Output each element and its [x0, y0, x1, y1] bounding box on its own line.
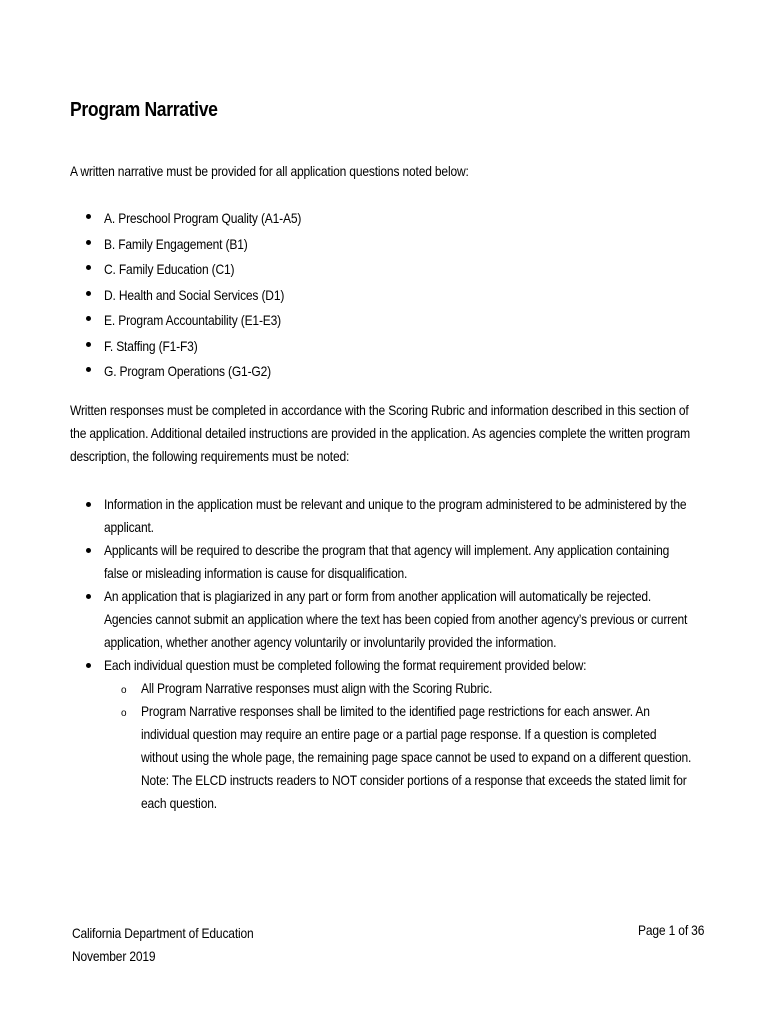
- bullet-icon: [86, 663, 91, 668]
- bullet-icon: [86, 342, 91, 347]
- footer-date: November 2019: [72, 948, 156, 964]
- bullet-icon: [86, 265, 91, 270]
- bullet-icon: [86, 240, 91, 245]
- section-list: [86, 207, 333, 386]
- bullet-icon: [86, 594, 91, 599]
- circle-bullet-icon: o: [121, 708, 127, 719]
- bullet-icon: [86, 502, 91, 507]
- list-item: o Program Narrative responses shall be limited to the identified page restrictions for each answer. An individual question may require an entire page or a partial page response. If a question is completed without using the whole page, the remaining page space cannot be used to expand on a different question. Note: The ELCD instructs readers to NOT consider portions of a response that exceeds the stated limit for each question.: [121, 703, 692, 811]
- list-item: B. Family Engagement (B1): [86, 233, 333, 259]
- bullet-icon: [86, 367, 91, 372]
- list-item: D. Health and Social Services (D1): [86, 284, 333, 310]
- list-item: An application that is plagiarized in any part or form from another application will automatically be rejected. Agencies cannot submit an application where the text has been copied from another agency’s previous or current application, whether another agency voluntarily or involuntarily provided the information.: [86, 585, 770, 654]
- intro-text: A written narrative must be provided for all application questions noted below:: [70, 163, 469, 179]
- paragraph-line: description, the following requirements must be noted:: [70, 448, 350, 464]
- page-number: Page 1 of 36: [638, 922, 705, 938]
- paragraph-line: the application. Additional detailed instructions are provided in the application. As agencies complete the written program: [70, 425, 691, 441]
- instructions-paragraph: [70, 399, 770, 468]
- list-item: o All Program Narrative responses must align with the Scoring Rubric.: [121, 677, 770, 700]
- list-item: A. Preschool Program Quality (A1-A5): [86, 207, 333, 233]
- format-requirements-list: [121, 677, 770, 815]
- circle-bullet-icon: o: [121, 685, 127, 696]
- list-item: G. Program Operations (G1-G2): [86, 360, 333, 386]
- footer-org: California Department of Education: [72, 925, 254, 941]
- paragraph-line: Written responses must be completed in accordance with the Scoring Rubric and information described in this section of: [70, 402, 689, 418]
- list-item: Applicants will be required to describe the program that that agency will implement. Any application containing false or misleading information is cause for disqualification.: [86, 539, 770, 585]
- requirements-list: [86, 493, 770, 815]
- list-item: E. Program Accountability (E1-E3): [86, 309, 333, 335]
- list-item: F. Staffing (F1-F3): [86, 335, 333, 361]
- bullet-icon: [86, 548, 91, 553]
- list-item: Information in the application must be relevant and unique to the program administered to be administered by the applicant.: [86, 493, 770, 539]
- bullet-icon: [86, 214, 91, 219]
- bullet-icon: [86, 291, 91, 296]
- bullet-icon: [86, 316, 91, 321]
- footer-left: [72, 922, 283, 968]
- list-item: C. Family Education (C1): [86, 258, 333, 284]
- page-title: Program Narrative: [70, 99, 218, 121]
- list-item: Each individual question must be completed following the format requirement provided below: o All Program Narrative responses must align with the Scoring Rubric. o Program Narrative responses shall be limited to the identified page restrictions for each answer. An individual question may require an entire page or a partial page response. If a question is completed without using the whole page, the remaining page space cannot be used to expand on a different question. Note: The ELCD instructs readers to NOT consider portions of a response that exceeds the stated limit for each question.: [86, 654, 770, 815]
